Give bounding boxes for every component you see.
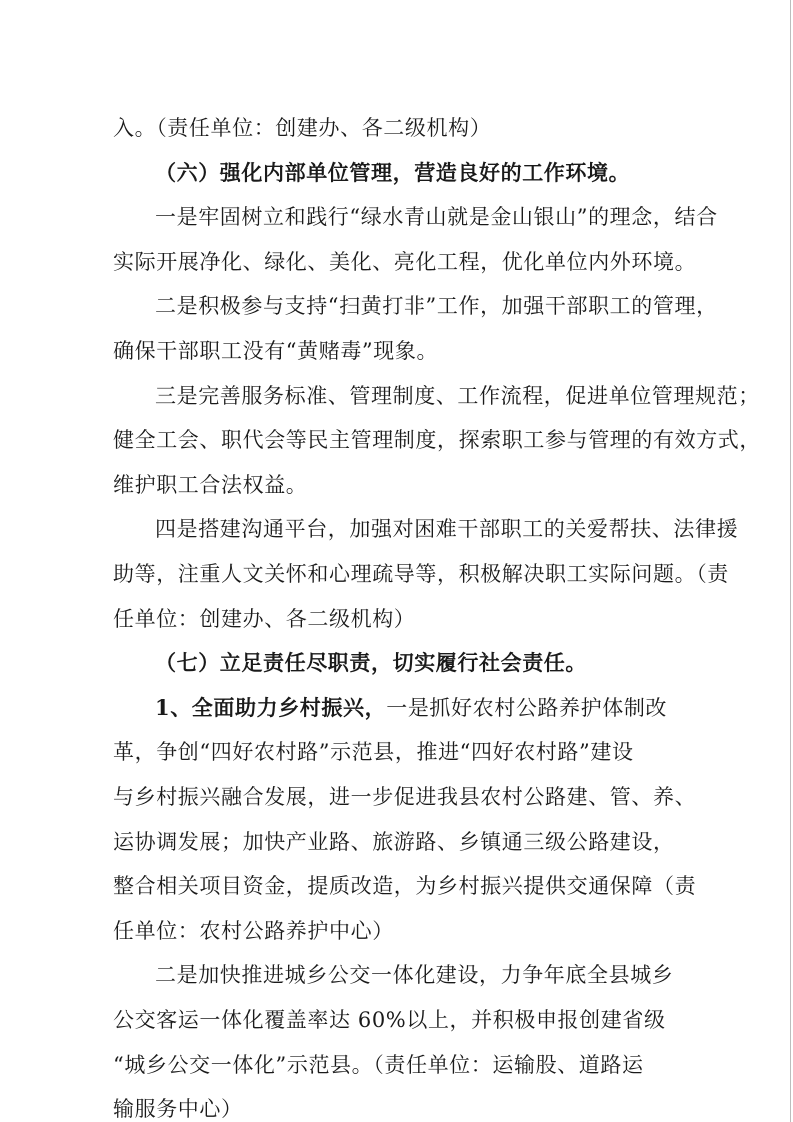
text-line-1: 入。（责任单位：创建办、各二级机构） bbox=[113, 116, 492, 140]
section-heading-6: （六）强化内部单位管理，营造良好的工作环境。 bbox=[155, 160, 631, 185]
text-line-23: 输服务中心） bbox=[113, 1097, 243, 1121]
text-line-7: 三是完善服务标准、管理制度、工作流程，促进单位管理规范； bbox=[155, 384, 760, 408]
section-heading-7: （七）立足责任尽职责，切实履行社会责任。 bbox=[155, 650, 587, 675]
text-line-12: 任单位：创建办、各二级机构） bbox=[113, 607, 416, 631]
text-line-22: “城乡公交一体化”示范县。（责任单位：运输股、道路运 bbox=[113, 1053, 644, 1077]
text-line-6: 确保干部职工没有“黄赌毒”现象。 bbox=[113, 339, 439, 363]
text-line-16: 与乡村振兴融合发展，进一步促进我县农村公路建、管、养、 bbox=[113, 785, 697, 809]
scan-edge-line bbox=[790, 0, 791, 1122]
text-line-14 bbox=[155, 696, 667, 720]
subheading-rural-revitalization: 1、全面助力乡村振兴， bbox=[155, 695, 387, 720]
text-line-11: 助等，注重人文关怀和心理疏导等，积极解决职工实际问题。（责 bbox=[113, 562, 729, 586]
text-line-10: 四是搭建沟通平台，加强对困难干部职工的关爱帮扶、法律援 bbox=[155, 517, 739, 541]
text-line-4: 实际开展净化、绿化、美化、亮化工程，优化单位内外环境。 bbox=[113, 250, 697, 274]
text-line-8: 健全工会、职代会等民主管理制度，探索职工参与管理的有效方式， bbox=[113, 428, 761, 452]
text-line-15: 革，争创“四好农村路”示范县，推进“四好农村路”建设 bbox=[113, 740, 634, 764]
text-line-17: 运协调发展；加快产业路、旅游路、乡镇通三级公路建设， bbox=[113, 830, 675, 854]
text-line-21: 公交客运一体化覆盖率达 60%以上，并积极申报创建省级 bbox=[113, 1008, 666, 1032]
text-line-3: 一是牢固树立和践行“绿水青山就是金山银山”的理念，结合 bbox=[155, 205, 718, 229]
text-line-20: 二是加快推进城乡公交一体化建设，力争年底全县城乡 bbox=[155, 963, 674, 987]
text-line-9: 维护职工合法权益。 bbox=[113, 473, 308, 497]
text-line-18: 整合相关项目资金，提质改造，为乡村振兴提供交通保障（责 bbox=[113, 874, 697, 898]
text-line-14-rest: 一是抓好农村公路养护体制改 bbox=[386, 696, 668, 720]
text-line-19: 任单位：农村公路养护中心） bbox=[113, 919, 394, 943]
text-line-5: 二是积极参与支持“扫黄打非”工作，加强干部职工的管理， bbox=[155, 294, 718, 318]
